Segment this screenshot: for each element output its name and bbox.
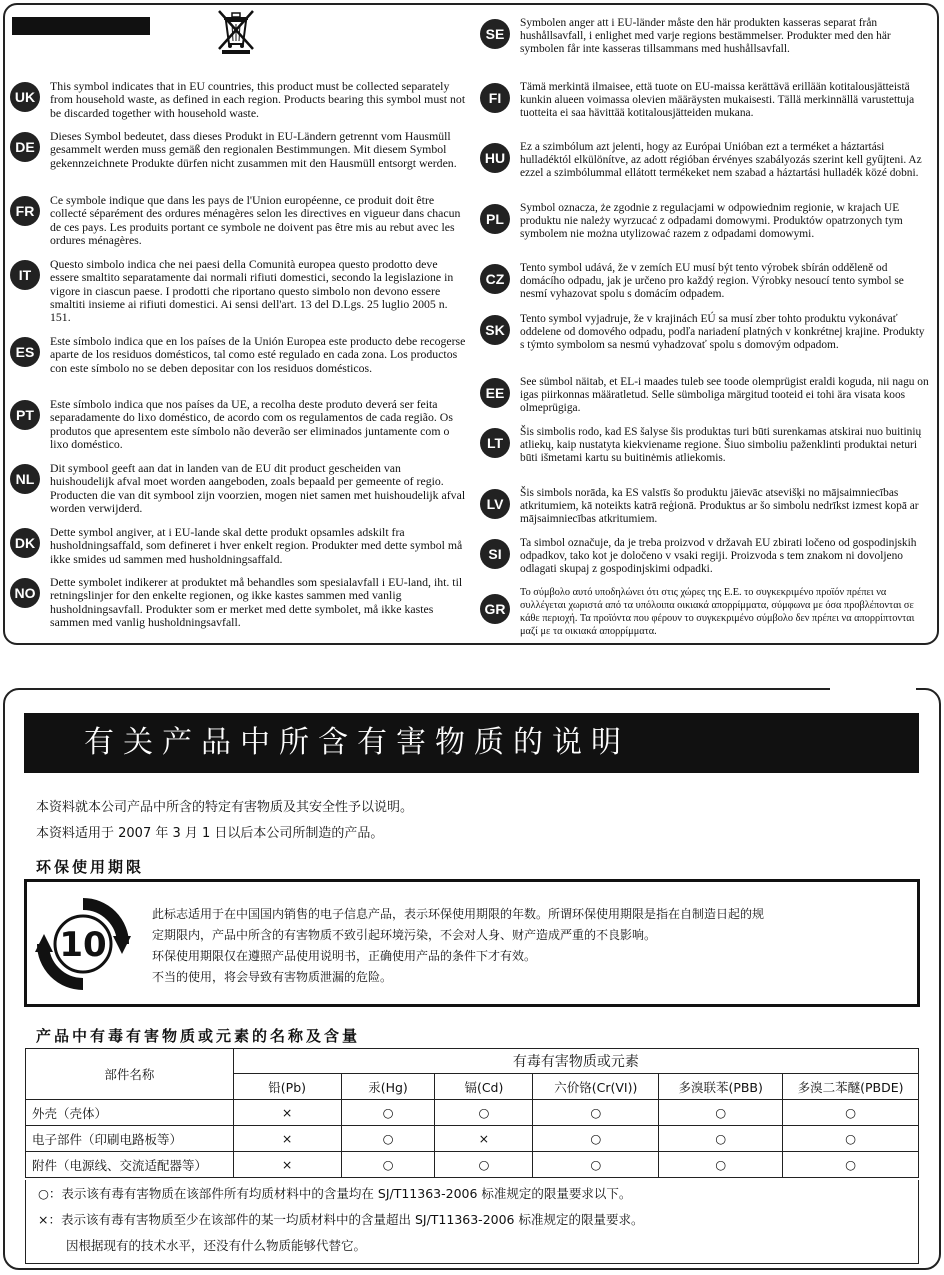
part-name: 外壳（壳体） bbox=[26, 1100, 234, 1126]
language-text: Tämä merkintä ilmaisee, että tuote on EU-maissa kerättävä erillään kotitalousjätteistä kunkin alueen voimassa olevien määräysten mukaisesti. Tällä merkinnällä varustettuja tuotteita ei saa hävittää kotitalousjätteiden mukana. bbox=[520, 81, 915, 119]
table-row bbox=[26, 1126, 919, 1152]
language-text: Šis simbols norāda, ka ES valstīs šo produktu jāievāc atsevišķi no mājsaimniecības atkritumiem, kā noteikts katrā reģionā. Produktus ar šo simbolu nedrīkst izmest kopā ar mājsaimniecības atkritumiem. bbox=[520, 487, 919, 525]
intro-line-1: 本资料就本公司产品中所含的特定有害物质及其安全性予以说明。 bbox=[36, 800, 414, 815]
language-text: Este símbolo indica que en los países de la Unión Europea este producto debe recogerse aparte de los residuos domésticos, tal como esté regulado en cada zona. Los productos con este símbolo no se deben depositar con los residuos domésticos. bbox=[50, 334, 466, 375]
note-cross: ×：表示该有毒有害物质至少在该部件的某一均质材料中的含量超出 SJ/T11363-2006 标准规定的限量要求。 bbox=[38, 1212, 644, 1227]
page-title: 有关产品中所含有害物质的说明 bbox=[84, 725, 630, 760]
language-badge: CZ bbox=[480, 264, 510, 294]
epp-line: 此标志适用于在中国国内销售的电子信息产品，表示环保使用期限的年数。所谓环保使用期限是指在自制造日起的规 bbox=[152, 907, 765, 921]
language-text: Symbol oznacza, że zgodnie z regulacjami w odpowiednim regionie, w krajach UE produktu nie należy wyrzucać z odpadami domowymi. Produktów opatrzonych tym symbolem nie można utylizować razem z odpadami domowymi. bbox=[520, 202, 903, 240]
epp-logo-number: 10 bbox=[59, 925, 107, 965]
part-name-header: 部件名称 bbox=[26, 1049, 234, 1100]
language-text: Dette symbol angiver, at i EU-lande skal dette produkt opsamles adskilt fra husholdningsaffald, som defineret i hver enkelt region. Produkter med dette symbol må ikke smides ud sammen med husholdningsaffald. bbox=[50, 525, 463, 566]
language-badge: SE bbox=[480, 19, 510, 49]
substance-header: 六价铬(Cr(VI)) bbox=[533, 1074, 659, 1100]
language-text: Tento symbol udává, že v zemích EU musí být tento výrobek sbírán odděleně od domácího odpadu, jak je určeno pro každý region. Výrobky nesoucí tento symbol se nesmí vyhazovat spolu s domácím odpadem. bbox=[520, 262, 904, 300]
mark-cell: ○ bbox=[533, 1126, 659, 1152]
language-badge: NL bbox=[10, 464, 40, 494]
mark-cell: ○ bbox=[533, 1152, 659, 1178]
mark-cell: ○ bbox=[533, 1100, 659, 1126]
table-row bbox=[26, 1152, 919, 1178]
substance-group-header: 有毒有害物质或元素 bbox=[233, 1049, 918, 1074]
mark-cell: ○ bbox=[783, 1126, 919, 1152]
language-text: Ta simbol označuje, da je treba proizvod v državah EU zbirati ločeno od gospodinjskih odpadkov, tako kot je določeno v vsaki regiji. Proizvoda s tem znakom ni dovoljeno odlagati skupaj z gospodinjskimi odpadki. bbox=[520, 537, 917, 575]
mark-cell: ○ bbox=[435, 1152, 533, 1178]
language-text: Dit symbool geeft aan dat in landen van de EU dit product gescheiden van huishoudelijk afval moet worden aangeboden, zoals bepaald per gemeente of regio. Producten die van dit symbool zijn voorzien, mogen niet samen met huishoudelijk afval worden verwijderd. bbox=[50, 461, 466, 515]
language-text: Este símbolo indica que nos países da UE, a recolha deste produto deverá ser feita separadamente do lixo doméstico, de acordo com os regulamentos de cada região. Os produtos que apresentem este símbolo não deverão ser eliminados juntamente com o lixo doméstico. bbox=[50, 397, 453, 451]
redacted-label-bar bbox=[12, 17, 150, 35]
mark-cell: ○ bbox=[783, 1100, 919, 1126]
language-text: Tento symbol vyjadruje, že v krajinách EÚ sa musí zber tohto produktu vykonávať oddelene od domového odpadu, podľa nariadení platných v konkrétnej krajine. Produkty s týmto symbolom sa nesmú vyhadzovať spolu s domovým odpadom. bbox=[520, 313, 925, 351]
title-banner bbox=[24, 713, 919, 773]
language-badge: DE bbox=[10, 132, 40, 162]
mark-cell: × bbox=[233, 1152, 341, 1178]
language-badge: PL bbox=[480, 204, 510, 234]
mark-cell: ○ bbox=[659, 1126, 783, 1152]
intro-line-2: 本资料适用于 2007 年 3 月 1 日以后本公司所制造的产品。 bbox=[36, 826, 384, 841]
mark-cell: ○ bbox=[341, 1152, 435, 1178]
language-badge: SK bbox=[480, 315, 510, 345]
substance-header: 铅(Pb) bbox=[233, 1074, 341, 1100]
note-circle: ○：表示该有毒有害物质在该部件所有均质材料中的含量均在 SJ/T11363-2006 标准规定的限量要求以下。 bbox=[38, 1186, 632, 1201]
epp-description bbox=[152, 904, 897, 988]
mark-cell: × bbox=[233, 1100, 341, 1126]
substance-header: 镉(Cd) bbox=[435, 1074, 533, 1100]
epp-heading: 环保使用期限 bbox=[36, 858, 145, 876]
border-gap bbox=[830, 684, 916, 694]
language-badge: NO bbox=[10, 578, 40, 608]
language-badge: IT bbox=[10, 260, 40, 290]
language-text: Ce symbole indique que dans les pays de l'Union européenne, ce produit doit être collecté séparément des ordures ménagères selon les directives en vigueur dans chacun de ces pays. Les produits portant ce symbole ne doivent pas être mis au rebut avec les ordures ménagères. bbox=[50, 193, 461, 247]
epp-box bbox=[24, 879, 920, 1007]
note-explanation: 因根据现有的技术水平，还没有什么物质能够代替它。 bbox=[66, 1238, 367, 1253]
epp-10-year-logo-icon bbox=[35, 896, 131, 992]
language-badge: FR bbox=[10, 196, 40, 226]
language-text: This symbol indicates that in EU countries, this product must be collected separately from household waste, as defined in each region. Products bearing this symbol must not be discarded together with household waste. bbox=[50, 79, 466, 120]
language-text: Dette symbolet indikerer at produktet må behandles som spesialavfall i EU-land, iht. til retningslinjer for den enkelte regionen, og ikke kastes sammen med vanlig husholdningsavfall. Produkter som er merket med dette symbolet, må ikke kastes sammen med vanlig husholdningsavfall. bbox=[50, 575, 463, 629]
language-badge: DK bbox=[10, 528, 40, 558]
mark-cell: ○ bbox=[659, 1100, 783, 1126]
substance-header: 汞(Hg) bbox=[341, 1074, 435, 1100]
language-badge: LV bbox=[480, 489, 510, 519]
part-name: 附件（电源线、交流适配器等） bbox=[26, 1152, 234, 1178]
language-badge: HU bbox=[480, 143, 510, 173]
table-notes bbox=[25, 1180, 919, 1264]
language-badge: SI bbox=[480, 539, 510, 569]
language-badge: FI bbox=[480, 83, 510, 113]
language-badge: PT bbox=[10, 400, 40, 430]
mark-cell: ○ bbox=[659, 1152, 783, 1178]
language-badge: EE bbox=[480, 378, 510, 408]
hazardous-substance-table bbox=[25, 1048, 919, 1178]
language-badge: GR bbox=[480, 594, 510, 624]
mark-cell: ○ bbox=[341, 1126, 435, 1152]
language-text: Το σύμβολο αυτό υποδηλώνει ότι στις χώρες της Ε.Ε. το συγκεκριμένο προϊόν πρέπει να συλλέγεται χωριστά από τα υπόλοιπα οικιακά απορρίμματα, σύμφωνα με όσα προβλέπονται σε κάθε περιοχή. Τα προϊόντα που φέρουν το συγκεκριμένο σύμβολο δεν πρέπει να απορρίπτονται μαζί με τα οικιακά απορρίμματα. bbox=[520, 587, 915, 637]
language-text: Dieses Symbol bedeutet, dass dieses Produkt in EU-Ländern getrennt vom Hausmüll gesammelt werden muss gemäß den regionalen Bestimmungen. Mit diesem Symbol gekennzeichnete Produkte dürfen nicht zusammen mit den Hausmüll entsorgt werden. bbox=[50, 129, 457, 170]
epp-line: 不当的使用，将会导致有害物质泄漏的危险。 bbox=[152, 970, 393, 984]
language-badge: ES bbox=[10, 337, 40, 367]
mark-cell: × bbox=[233, 1126, 341, 1152]
crossed-bin-icon bbox=[214, 8, 258, 54]
language-badge: LT bbox=[480, 428, 510, 458]
epp-line: 环保使用期限仅在遵照产品使用说明书，正确使用产品的条件下才有效。 bbox=[152, 949, 537, 963]
table-row bbox=[26, 1100, 919, 1126]
substance-header: 多溴二苯醚(PBDE) bbox=[783, 1074, 919, 1100]
language-text: Questo simbolo indica che nei paesi della Comunità europea questo prodotto deve essere smaltito separatamente dai normali rifiuti domestici, secondo la legislazione in vigore in ciascun paese. I prodotti che riportano questo simbolo non devono essere smaltiti insieme ai rifiuti domestici. Ai sensi dell'art. 13 del D.Lgs. 25 luglio 2005 n. 151. bbox=[50, 257, 454, 325]
mark-cell: ○ bbox=[783, 1152, 919, 1178]
mark-cell: ○ bbox=[435, 1100, 533, 1126]
mark-cell: × bbox=[435, 1126, 533, 1152]
language-text: Šis simbolis rodo, kad ES šalyse šis produktas turi būti surenkamas atskirai nuo buitinių atliekų, kaip nustatyta kiekviename regione. Šiuo simboliu paženklinti produktai neturi būti išmetami kartu su buitinėmis atliekomis. bbox=[520, 426, 922, 464]
language-text: See sümbol näitab, et EL-i maades tuleb see toode olemprügist eraldi koguda, nii nagu on igas piirkonnas määratletud. Selle sümboliga märgitud tooteid ei tohi ära visata koos olmeprügiga. bbox=[520, 376, 929, 414]
substance-header: 多溴联苯(PBB) bbox=[659, 1074, 783, 1100]
mark-cell: ○ bbox=[341, 1100, 435, 1126]
epp-line: 定期限内，产品中所含的有害物质不致引起环境污染，不会对人身、财产造成严重的不良影响。 bbox=[152, 928, 657, 942]
part-name: 电子部件（印刷电路板等） bbox=[26, 1126, 234, 1152]
language-badge: UK bbox=[10, 82, 40, 112]
language-text: Ez a szimbólum azt jelenti, hogy az Európai Unióban ezt a terméket a háztartási hulladéktól elkülönítve, az adott régióban érvényes szabályozás szerint kell gyűjteni. Az ezzel a szimbólummal ellátott termékeket nem szabad a háztartási hulladék közé dobni. bbox=[520, 141, 922, 179]
table-heading: 产品中有毒有害物质或元素的名称及含量 bbox=[36, 1027, 361, 1045]
language-text: Symbolen anger att i EU-länder måste den här produkten kasseras separat från hushållsavfall, i enlighet med varje regions bestämmelser. Produkter med den här symbolen får inte kasseras tillsammans med hushållsavfall. bbox=[520, 17, 891, 55]
